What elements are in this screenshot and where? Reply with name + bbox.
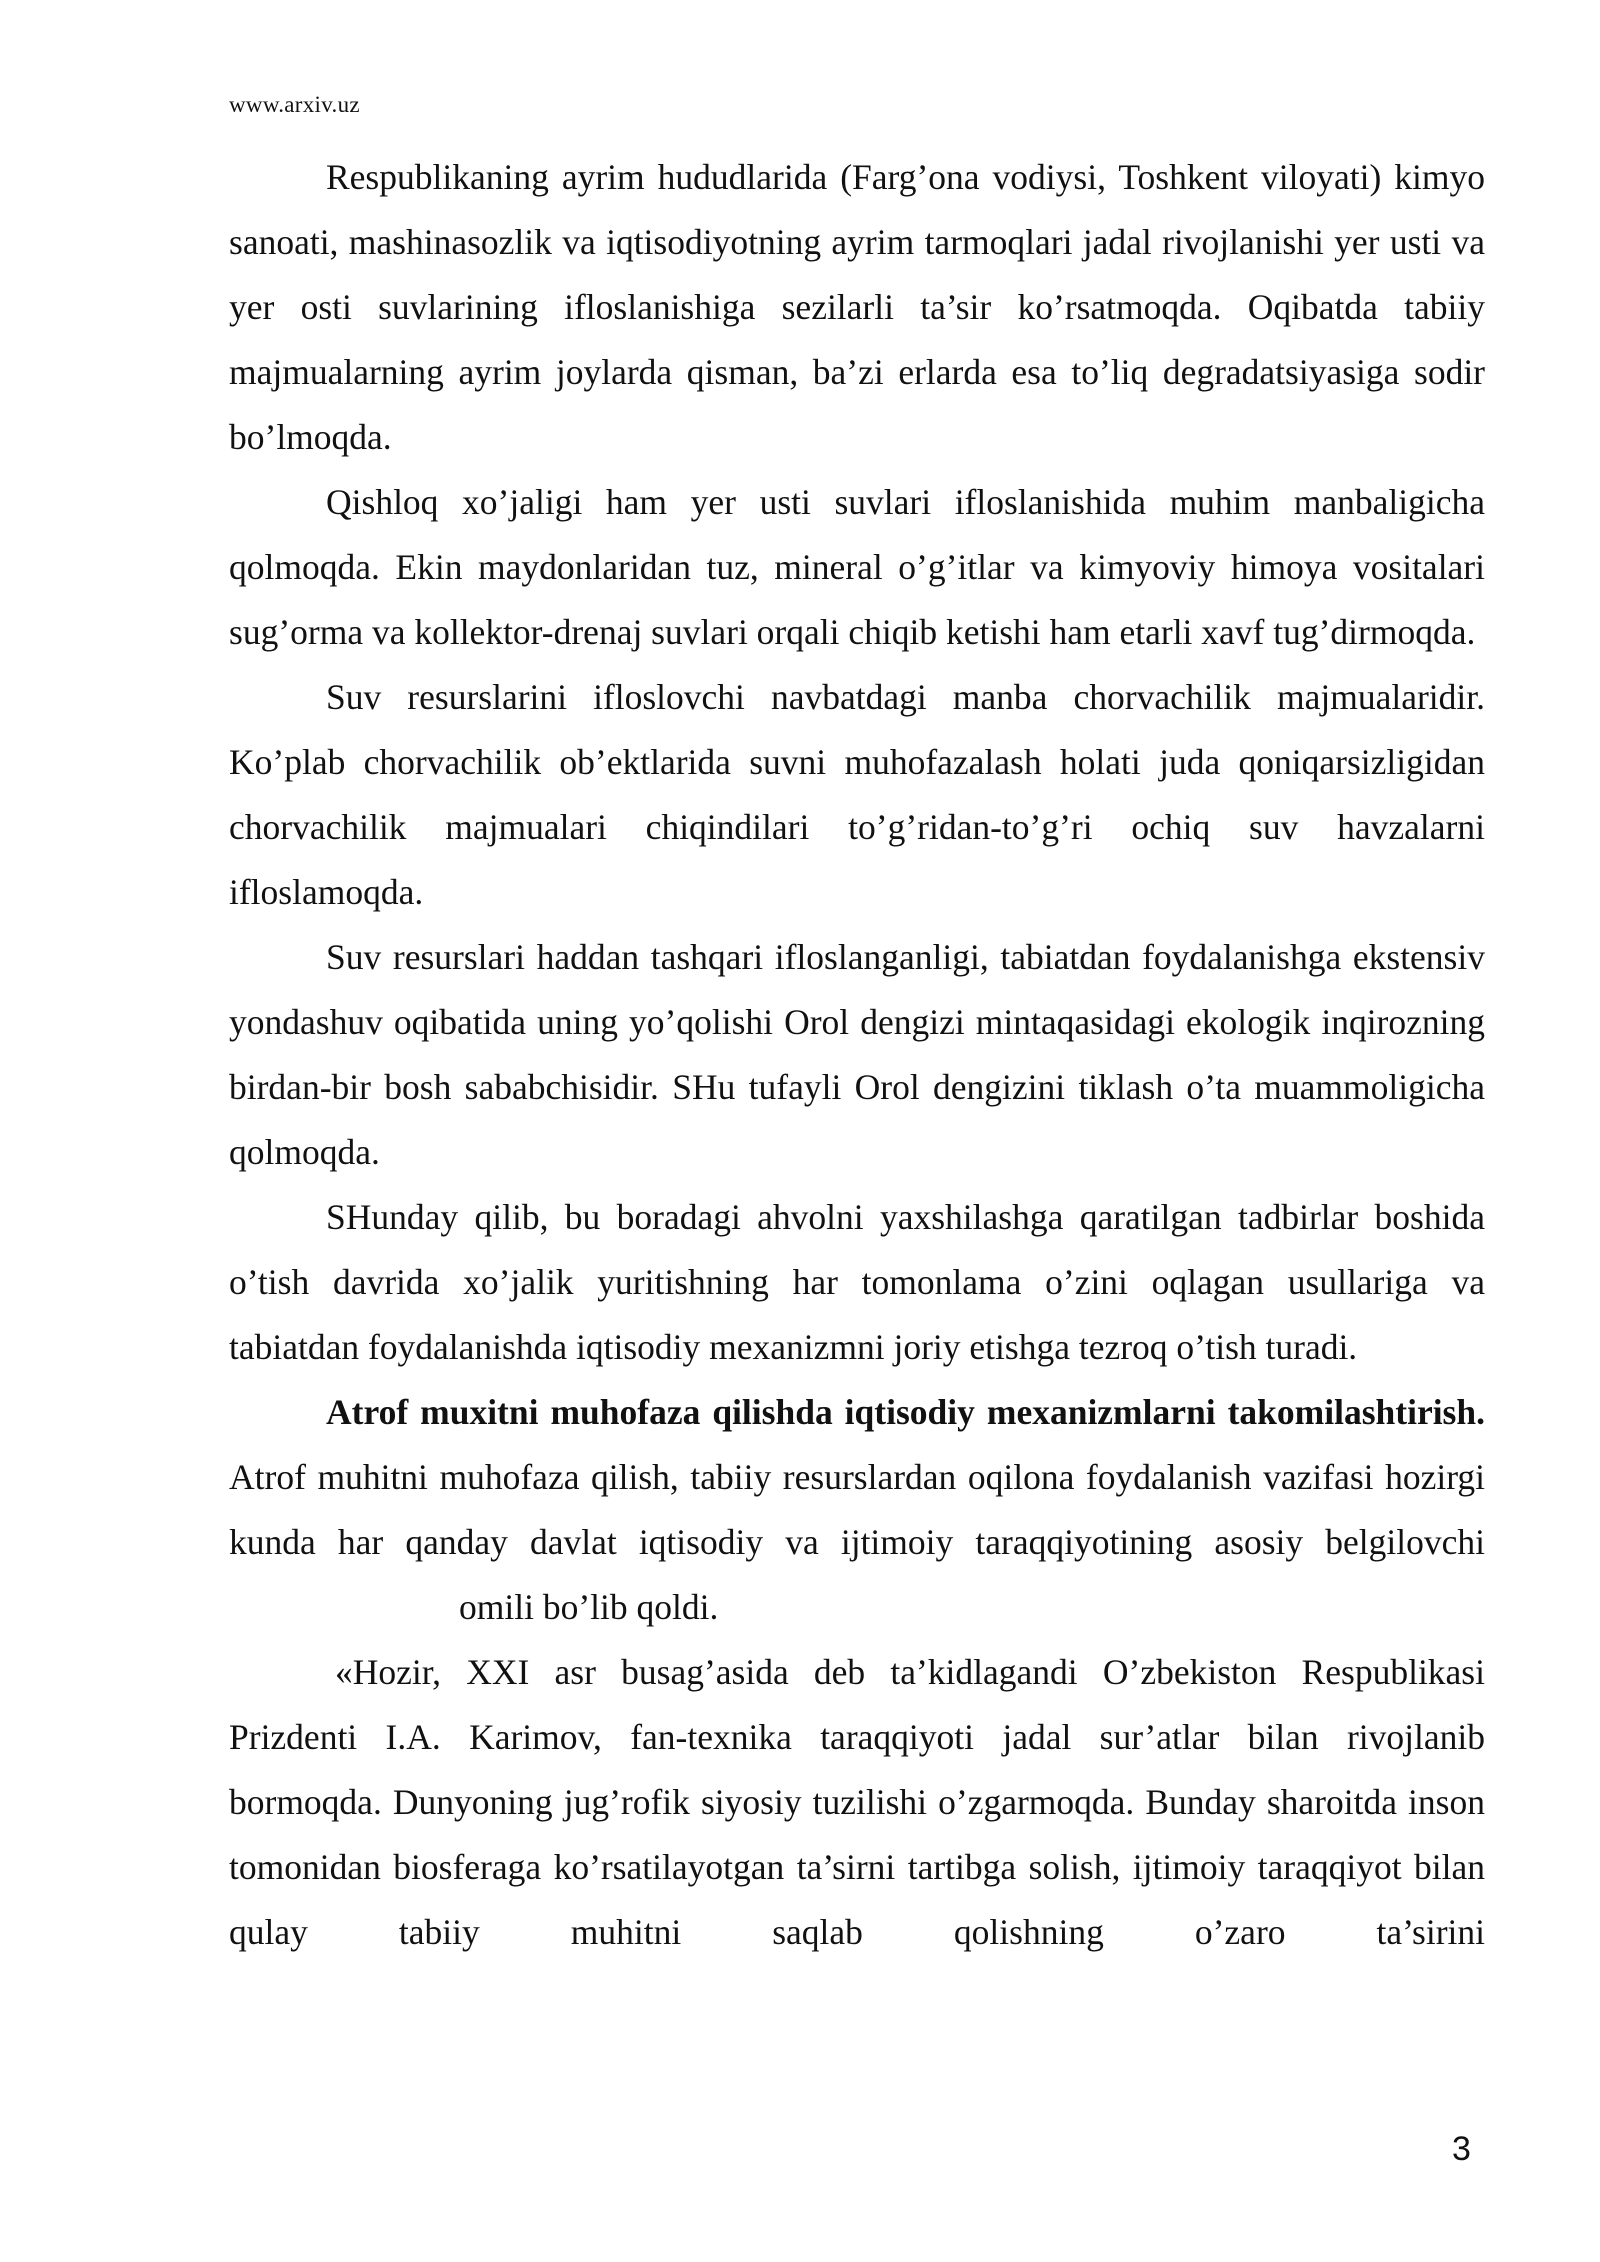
- paragraph-aral-sea: Suv resurslari haddan tashqari ifloslanganligi, tabiatdan foydalanishga ekstensiv yondashuv oqibatida uning yo’qolishi Orol dengizi mintaqasidagi ekologik inqirozning birdan-bir bosh sababchisidir. SHu tufayli Orol dengizini tiklash o’ta muammoligicha qolmoqda.: [229, 937, 1485, 1172]
- section-heading: Atrof muxitni muhofaza qilishda iqtisodiy mexanizmlarni takomilashtirish.: [326, 1392, 1485, 1432]
- site-url: www.arxiv.uz: [229, 92, 360, 117]
- section-paragraph: [229, 1380, 1485, 1640]
- page-number: 3: [1452, 2130, 1471, 2168]
- paragraph-economic-mechanism: SHunday qilib, bu boradagi ahvolni yaxshilashga qaratilgan tadbirlar boshida o’tish davrida xo’jalik yuritishning har tomonlama o’zini oqlagan usullariga va tabiatdan foydalanishda iqtisodiy mexanizmni joriy etishga tezroq o’tish turadi.: [229, 1197, 1485, 1367]
- section-body-part2: omili bo’lib qoldi.: [459, 1587, 719, 1627]
- paragraph-livestock-pollution: Suv resurslarini ifloslovchi navbatdagi manba chorvachilik majmualaridir. Ko’plab chorvachilik ob’ektlarida suvni muhofazalash holati juda qoniqarsizligidan chorvachilik majmualari chiqindilari to’g’ridan-to’g’ri ochiq suv havzalarni ifloslamoqda.: [229, 677, 1485, 912]
- document-body: [229, 145, 1485, 1965]
- paragraph-industry-pollution: Respublikaning ayrim hududlarida (Farg’ona vodiysi, Toshkent viloyati) kimyo sanoati, mashinasozlik va iqtisodiyotning ayrim tarmoqlari jadal rivojlanishi yer usti va yer osti suvlarining ifloslanishiga sezilarli ta’sir ko’rsatmoqda. Oqibatda tabiiy majmualarning ayrim joylarda qisman, ba’zi erlarda esa to’liq degradatsiyasiga sodir bo’lmoqda.: [229, 157, 1485, 457]
- section-body-part1: Atrof muhitni muhofaza qilish, tabiiy resurslardan oqilona foydalanish vazifasi hozirgi kunda har qanday davlat iqtisodiy va ijtimoiy taraqqiyotining asosiy belgilovchi: [229, 1457, 1485, 1562]
- paragraph-karimov-quote: «Hozir, XXI asr busag’asida deb ta’kidlagandi O’zbekiston Respublikasi Prizdenti I.A. Karimov, fan-texnika taraqqiyoti jadal sur’atlar bilan rivojlanib bormoqda. Dunyoning jug’rofik siyosiy tuzilishi o’zgarmoqda. Bunday sharoitda inson tomonidan biosferaga ko’rsatilayotgan ta’sirni tartibga solish, ijtimoiy taraqqiyot bilan qulay tabiiy muhitni saqlab qolishning o’zaro ta’sirini: [229, 1652, 1485, 1952]
- paragraph-agriculture-pollution: Qishloq xo’jaligi ham yer usti suvlari ifloslanishida muhim manbaligicha qolmoqda. Ekin maydonlaridan tuz, mineral o’g’itlar va kimyoviy himoya vositalari sug’orma va kollektor-drenaj suvlari orqali chiqib ketishi ham etarli xavf tug’dirmoqda.: [229, 482, 1485, 652]
